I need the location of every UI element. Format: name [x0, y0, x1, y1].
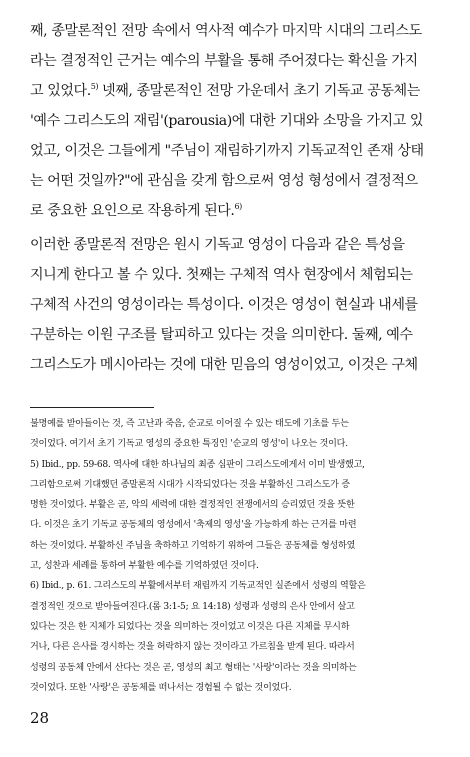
footnote-ref-6[interactable]: 6): [234, 202, 242, 211]
footnote-line: 그리함으로써 기대했던 종말론적 시대가 시작되었다는 것을 부활하신 그리스도가 증: [30, 479, 350, 490]
page-number: 28: [30, 709, 50, 727]
body-line: 라는 결정적인 근거는 예수의 부활을 통해 주어졌다는 확신을 가지: [30, 53, 418, 69]
body-line: '예수 그리스도의 재림'(parousia)에 대한 기대와 소망을 가지고 있: [30, 113, 424, 129]
footnote-line: 6) Ibid., p. 61. 그리스도의 부활에서부터 재림까지 기독교적인 실존에서 성령의 역할은: [30, 581, 366, 592]
body-line: 구분하는 이원 구조를 탈피하고 있다는 것을 의미한다. 둘째, 예수: [30, 327, 413, 343]
footnote-line: 거나, 다른 은사를 경시하는 것을 허락하지 않는 것이라고 가르침을 받게 된다. 따라서: [30, 642, 355, 653]
footnote-line: 하는 것이었다. 부활하신 주님을 축하하고 기억하기 위하여 그들은 공동체를 형성하였: [30, 540, 356, 551]
body-line: 이러한 종말론적 전망은 원시 기독교 영성이 다음과 같은 특성을: [30, 237, 405, 253]
footnote-line: 불명예를 받아들이는 것, 즉 고난과 죽음, 순교로 이어질 수 있는 태도에 기초를 두는: [30, 419, 349, 429]
footnotes: [30, 414, 448, 698]
body-line: 로 중요한 요인으로 작용하게 된다.$^{6)}$: [30, 202, 242, 219]
body-line: 구체적 사건의 영성이라는 특성이다. 이것은 영성이 현실과 내세를: [30, 297, 418, 313]
body-line: 었고, 이것은 그들에게 "주님이 재림하기까지 기독교적인 존재 상태: [30, 143, 424, 159]
footnote-line: 5) Ibid., pp. 59-68. 역사에 대한 하나님의 최종 심판이 그리스도에게서 이미 발생했고,: [30, 459, 365, 470]
footnote-line: 명한 것이었다. 부활은 곧, 악의 세력에 대한 결정적인 전쟁에서의 승리였던 것을 뜻한: [30, 500, 355, 511]
footnote-line: 다. 이것은 초기 기독교 공동체의 영성에서 '축제의 영성'을 가능하게 하는 근거를 마련: [30, 520, 357, 531]
footnote-line: 것이었다. 또한 '사랑'은 공동체를 떠나서는 경험될 수 없는 것이었다.: [30, 682, 292, 693]
body-text: [30, 16, 448, 380]
footnote-line: 성령의 공동체 안에서 산다는 것은 곧, 영성의 최고 형태는 '사랑'이라는 것을 의미하는: [30, 662, 357, 673]
body-line: 지니게 한다고 볼 수 있다. 첫째는 구체적 역사 현장에서 체험되는: [30, 267, 413, 283]
body-line: 째, 종말론적인 전망 속에서 역사적 예수가 마지막 시대의 그리스도: [30, 23, 422, 39]
body-line: 는 어떤 것일까?"에 관심을 갖게 함으로써 영성 형성에서 결정적으: [30, 173, 418, 189]
body-line: 그리스도가 메시아라는 것에 대한 믿음의 영성이었고, 이것은 구체: [30, 357, 418, 373]
footnote-divider: [30, 407, 154, 408]
footnote-line: 있다는 것은 한 지체가 되었다는 것을 의미하는 것이었고 이것은 다른 지체를 무시하: [30, 621, 350, 632]
footnote-line: 결정적인 것으로 받아들여진다.(롬 3:1-5; 요 14:18) 성령과 성령의 은사 안에서 살고: [30, 601, 355, 612]
footnote-line: 것이었다. 여기서 초기 기독교 영성의 중요한 특징인 '순교의 영성'이 나오는 것이다.: [30, 439, 348, 450]
footnote-ref-5[interactable]: 5): [90, 82, 99, 91]
footnote-line: 고, 성찬과 세례를 통하여 부활한 예수를 기억하였던 것이다.: [30, 561, 259, 572]
body-line: 고 있었다.$^{5)}$ 넷째, 종말론적인 전망 가운데서 초기 기독교 공동체는: [30, 82, 420, 99]
